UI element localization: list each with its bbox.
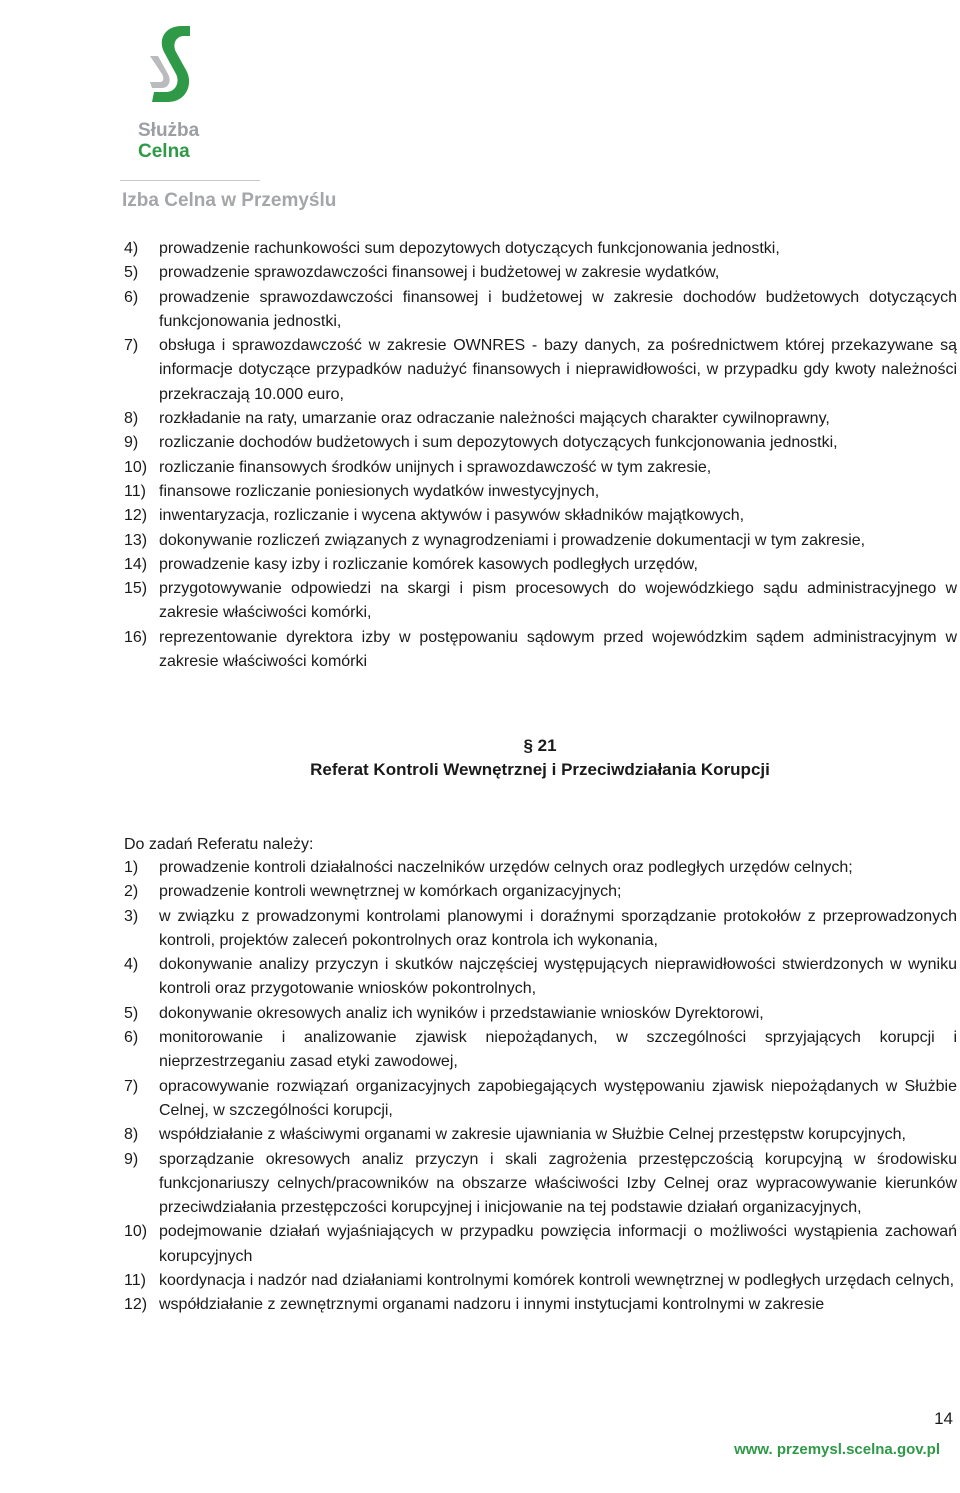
list-item-text: prowadzenie rachunkowości sum depozytowych dotyczących funkcjonowania jednostki, bbox=[159, 240, 780, 257]
list-item-text: obsługa i sprawozdawczość w zakresie OWNRES - bazy danych, za pośrednictwem której przekazywane są informacje dotyczące przypadków nadużyć finansowych i nieprawidłowości, w przypadku gdy kwoty należności przekraczają 10.000 euro, bbox=[159, 337, 957, 403]
list-item-text: reprezentowanie dyrektora izby w postępowaniu sądowym przed wojewódzkim sądem administracyjnym w zakresie właściwości komórki bbox=[159, 628, 957, 671]
referat-task-list bbox=[124, 856, 957, 1318]
list-item-number: 16) bbox=[124, 628, 148, 646]
section-title: Referat Kontroli Wewnętrznej i Przeciwdziałania Korupcji bbox=[310, 760, 770, 779]
list-item-number: 5) bbox=[124, 1004, 139, 1022]
list-item-text: dokonywanie rozliczeń związanych z wynagrodzeniami i prowadzenie dokumentacji w tym zakresie, bbox=[159, 531, 866, 549]
logo-line-2: Celna bbox=[138, 141, 190, 162]
list-item-number: 9) bbox=[124, 1150, 139, 1168]
sluzba-celna-logo bbox=[128, 22, 248, 118]
list-item bbox=[124, 1026, 957, 1075]
list-item-text: koordynacja i nadzór nad działaniami kontrolnymi komórek kontroli wewnętrznej w podległych urzędach celnych, bbox=[159, 1272, 955, 1290]
list-item-number: 6) bbox=[124, 1029, 139, 1047]
list-item-number: 10) bbox=[124, 1223, 148, 1241]
list-item-number: 10) bbox=[124, 458, 148, 476]
task-list-continued bbox=[124, 237, 957, 674]
list-item-text: prowadzenie kontroli działalności naczelników urzędów celnych oraz podległych urzędów celnych; bbox=[159, 859, 853, 876]
list-item-text: prowadzenie kontroli wewnętrznej w komórkach organizacyjnych; bbox=[159, 883, 622, 901]
list-item bbox=[124, 953, 957, 1002]
page-number: 14 bbox=[934, 1409, 953, 1428]
list-item-number: 1) bbox=[124, 859, 139, 876]
list-item-number: 7) bbox=[124, 337, 139, 355]
list-item bbox=[124, 286, 957, 335]
list-item-text: finansowe rozliczanie poniesionych wydatków inwestycyjnych, bbox=[159, 482, 600, 500]
list-item bbox=[124, 237, 957, 261]
list-item bbox=[124, 407, 957, 431]
list-item bbox=[124, 1148, 957, 1221]
list-item bbox=[124, 880, 957, 904]
list-item bbox=[124, 1269, 957, 1293]
list-item-number: 11) bbox=[124, 1272, 146, 1290]
list-item bbox=[124, 334, 957, 407]
list-item-text: opracowywanie rozwiązań organizacyjnych zapobiegających występowaniu zjawisk niepożądanych w Służbie Celnej, w szczególności korupcji, bbox=[159, 1077, 957, 1119]
list-item-text: współdziałanie z właściwymi organami w zakresie ujawniania w Służbie Celnej przestępstw korupcyjnych, bbox=[159, 1126, 906, 1144]
list-item bbox=[124, 577, 957, 626]
list-item-number: 14) bbox=[124, 555, 148, 573]
list-item-number: 2) bbox=[124, 883, 139, 901]
list-item bbox=[124, 626, 957, 675]
list-item-number: 4) bbox=[124, 240, 139, 257]
section-number: § 21 bbox=[523, 736, 557, 755]
list-item bbox=[124, 456, 957, 480]
list-item-text: inwentaryzacja, rozliczanie i wycena aktywów i pasywów składników majątkowych, bbox=[159, 507, 745, 525]
list-item-number: 15) bbox=[124, 580, 148, 598]
list-item bbox=[124, 504, 957, 528]
logo-text bbox=[138, 120, 199, 162]
list-item bbox=[124, 529, 957, 553]
list-item-text: współdziałanie z zewnętrznymi organami nadzoru i innymi instytucjami kontrolnymi w zakresie bbox=[159, 1296, 825, 1314]
list-item bbox=[124, 1123, 957, 1147]
list-item bbox=[124, 1002, 957, 1026]
list-item-text: rozliczanie finansowych środków unijnych i sprawozdawczość w tym zakresie, bbox=[159, 458, 712, 476]
list-item-text: dokonywanie okresowych analiz ich wyników i przedstawianie wniosków Dyrektorowi, bbox=[159, 1004, 764, 1022]
list-item-text: podejmowanie działań wyjaśniających w przypadku powzięcia informacji o możliwości wystąpienia zachowań korupcyjnych bbox=[159, 1223, 957, 1265]
list-item-number: 9) bbox=[124, 434, 139, 452]
list-item-text: sporządzanie okresowych analiz przyczyn i skali zagrożenia przestępczością korupcyjną w środowisku funkcjonariuszy celnych/pracowników na obszarze właściwości Izby Celnej oraz wypracowywanie kierunków przeciwdziałania przestępczości korupcyjnej i inicjowanie na tej podstawie działań organizacyjnych, bbox=[159, 1150, 957, 1217]
list-item bbox=[124, 856, 957, 880]
list-item bbox=[124, 261, 957, 285]
list-item-number: 8) bbox=[124, 1126, 139, 1144]
list-item-text: dokonywanie analizy przyczyn i skutków najczęściej występujących nieprawidłowości stwierdzonych w wyniku kontroli oraz przygotowanie wniosków pokontrolnych, bbox=[159, 956, 957, 998]
logo-line-1: Służba bbox=[138, 120, 200, 141]
list-item-number: 8) bbox=[124, 410, 139, 428]
list-item-number: 12) bbox=[124, 1296, 148, 1314]
list-item-number: 5) bbox=[124, 264, 139, 282]
organization-name: Izba Celna w Przemyślu bbox=[122, 190, 337, 211]
list-item bbox=[124, 431, 957, 455]
logo-s-icon bbox=[128, 22, 248, 118]
list-item-text: rozliczanie dochodów budżetowych i sum depozytowych dotyczących funkcjonowania jednostki, bbox=[159, 434, 838, 452]
footer-url: www. przemysl.scelna.gov.pl bbox=[734, 1441, 940, 1458]
list-item-text: prowadzenie sprawozdawczości finansowej i budżetowej w zakresie dochodów budżetowych dotyczących funkcjonowania jednostki, bbox=[159, 288, 957, 330]
list-item bbox=[124, 1075, 957, 1124]
list-item-number: 13) bbox=[124, 531, 148, 549]
section-intro: Do zadań Referatu należy: bbox=[124, 836, 314, 853]
list-item-text: monitorowanie i analizowanie zjawisk niepożądanych, w szczególności sprzyjających korupcji i nieprzestrzeganiu zasad etyki zawodowej, bbox=[159, 1029, 957, 1071]
list-item-text: w związku z prowadzonymi kontrolami planowymi i doraźnymi sporządzanie protokołów z przeprowadzonych kontroli, projektów zaleceń pokontrolnych oraz kontrola ich wykonania, bbox=[159, 907, 957, 949]
list-item-text: rozkładanie na raty, umarzanie oraz odraczanie należności mających charakter cywilnoprawny, bbox=[159, 410, 830, 428]
list-item-number: 6) bbox=[124, 288, 139, 306]
list-item bbox=[124, 1293, 957, 1317]
list-item-number: 12) bbox=[124, 507, 148, 525]
list-item bbox=[124, 1220, 957, 1269]
list-item-number: 3) bbox=[124, 907, 139, 925]
header-divider bbox=[120, 180, 260, 181]
list-item bbox=[124, 553, 957, 577]
list-item-number: 11) bbox=[124, 482, 146, 500]
list-item-number: 4) bbox=[124, 956, 139, 974]
list-item-text: prowadzenie sprawozdawczości finansowej i budżetowej w zakresie wydatków, bbox=[159, 264, 720, 282]
list-item bbox=[124, 905, 957, 954]
list-item-number: 7) bbox=[124, 1077, 139, 1095]
list-item-text: przygotowywanie odpowiedzi na skargi i pism procesowych do wojewódzkiego sądu administracyjnego w zakresie właściwości komórki, bbox=[159, 580, 957, 622]
list-item bbox=[124, 480, 957, 504]
list-item-text: prowadzenie kasy izby i rozliczanie komórek kasowych podległych urzędów, bbox=[159, 555, 698, 573]
